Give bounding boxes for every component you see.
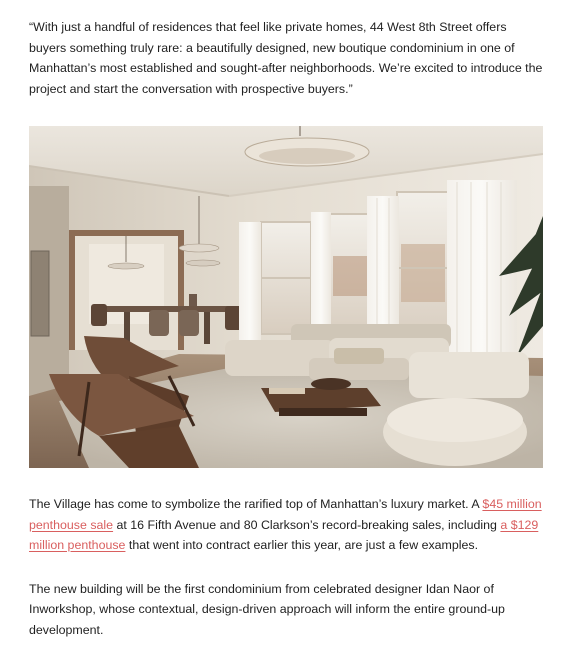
market-text-3: that went into contract earlier this year, are just a few examples. [125, 538, 479, 552]
market-paragraph [29, 494, 543, 556]
designer-paragraph: The new building will be the first condominium from celebrated designer Idan Naor of Inworkshop, whose contextual, design-driven approach will inform the entire ground-up development. [29, 581, 505, 637]
129-million-penthouse-link[interactable]: a $129 million penthouse [29, 517, 539, 552]
penthouse-sale-link[interactable]: $45 million penthouse sale [29, 497, 542, 532]
quote-paragraph: “With just a handful of residences that feel like private homes, 44 West 8th Street offers buyers something truly rare: a beautifully designed, new boutique condominium in one of Manhattan’s most established and sought-after neighborhoods. We’re excited to introduce the project and start the conversation with prospective buyers.” [29, 20, 543, 96]
market-text-2: at 16 Fifth Avenue and 80 Clarkson’s record-breaking sales, including [113, 517, 501, 532]
interior-rendering-image [29, 126, 543, 468]
article-body [29, 0, 543, 640]
market-text-1: The Village has come to symbolize the rarified top of Manhattan’s luxury market. A [29, 497, 483, 511]
